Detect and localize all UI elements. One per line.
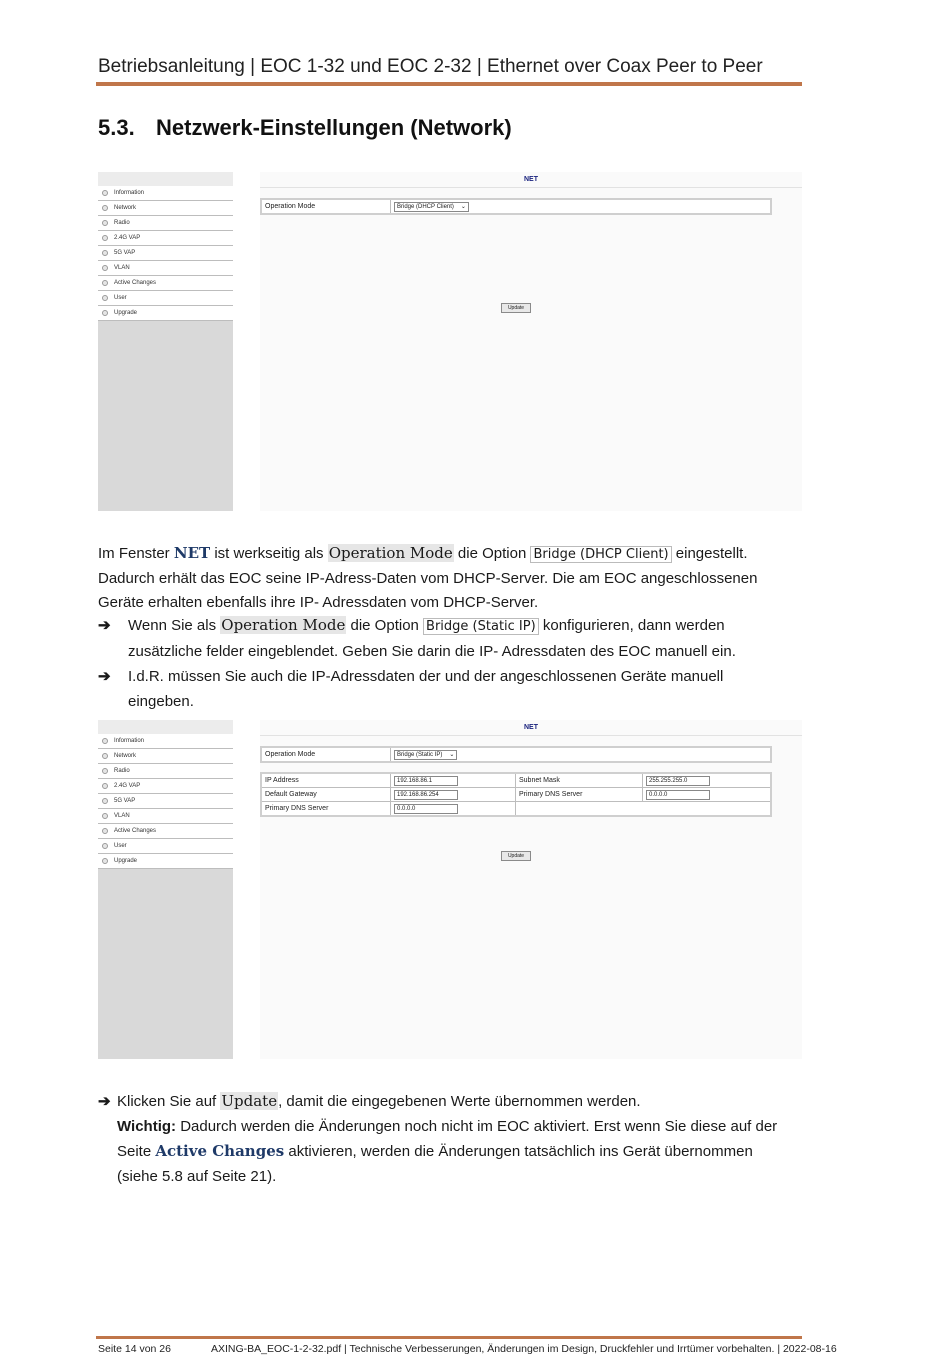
minus-circle-icon <box>102 235 108 241</box>
list-item: ➔ I.d.R. müssen Sie auch die IP-Adressdaten der und der angeschlossenen Geräte manuell eingeben. <box>98 664 788 714</box>
section-number: 5.3. <box>98 115 135 140</box>
operation-mode-table <box>260 198 772 215</box>
menu-item-24g-vap[interactable]: 2.4G VAP <box>98 231 233 246</box>
ip-address-label: IP Address <box>261 773 391 788</box>
minus-circle-icon <box>102 798 108 804</box>
operation-mode-table <box>260 746 772 763</box>
ip-settings-table <box>260 772 772 817</box>
minus-circle-icon <box>102 280 108 286</box>
net-content-area <box>260 172 802 511</box>
minus-circle-icon <box>102 220 108 226</box>
menu-item-radio[interactable]: Radio <box>98 764 233 779</box>
header-rule <box>96 82 802 86</box>
operation-mode-select[interactable]: Bridge (Static IP) ⌄ <box>394 750 457 760</box>
default-gateway-field[interactable]: 192.168.86.254 <box>394 790 458 800</box>
keyword-update: Update <box>221 1092 278 1110</box>
chevron-down-icon: ⌄ <box>460 203 466 210</box>
ip-address-field[interactable]: 192.168.86.1 <box>394 776 458 786</box>
minus-circle-icon <box>102 310 108 316</box>
minus-circle-icon <box>102 295 108 301</box>
intro-paragraph: Im Fenster NET ist werkseitig als Operation Mode die Option Bridge (DHCP Client) eingestellt. Dadurch erhält das EOC seine IP-Adress-Daten vom DHCP-Server. Die am EOC angeschlossenen Geräte erhalten ebenfalls ihre IP- Adressdaten vom DHCP-Server. <box>98 544 758 611</box>
menu-item-network[interactable]: Network <box>98 749 233 764</box>
chevron-down-icon: ⌄ <box>449 751 455 758</box>
menu-item-upgrade[interactable]: Upgrade <box>98 306 233 321</box>
minus-circle-icon <box>102 738 108 744</box>
screenshot-net-static <box>98 720 802 1059</box>
option-bridge-dhcp: Bridge (DHCP Client) <box>530 546 671 563</box>
net-title: NET <box>524 724 538 731</box>
menu-item-5g-vap[interactable]: 5G VAP <box>98 246 233 261</box>
menu-item-active-changes[interactable]: Active Changes <box>98 276 233 291</box>
menu-item-upgrade[interactable]: Upgrade <box>98 854 233 869</box>
minus-circle-icon <box>102 753 108 759</box>
footer-text: AXING-BA_EOC-1-2-32.pdf | Technische Verbesserungen, Änderungen im Design, Druckfehler und Irrtümer vorbehalten. | 2022-08-16 <box>211 1343 837 1355</box>
sidebar-menu <box>98 172 233 511</box>
footer-rule <box>96 1336 802 1339</box>
sidebar-menu <box>98 720 233 1059</box>
keyword-operation-mode: Operation Mode <box>221 616 346 634</box>
menu-item-vlan[interactable]: VLAN <box>98 809 233 824</box>
primary-dns-label-2: Primary DNS Server <box>261 802 391 817</box>
subnet-mask-label: Subnet Mask <box>516 773 643 788</box>
menu-item-24g-vap[interactable]: 2.4G VAP <box>98 779 233 794</box>
table-row <box>261 788 771 802</box>
update-instructions: ➔ Klicken Sie auf Update, damit die eingegebenen Werte übernommen werden. Wichtig: Dadurch werden die Änderungen noch nicht im EOC aktiviert. Erst wenn Sie diese auf der Seite Active Changes aktivieren, werden die Änderungen tatsächlich ins Gerät übernommen (siehe 5.8 auf Seite 21). <box>98 1089 788 1189</box>
update-button[interactable]: Update <box>501 851 531 861</box>
keyword-active-changes: Active Changes <box>155 1142 285 1160</box>
menu-item-active-changes[interactable]: Active Changes <box>98 824 233 839</box>
keyword-operation-mode: Operation Mode <box>328 544 453 562</box>
menu-item-information[interactable]: Information <box>98 186 233 201</box>
menu-item-information[interactable]: Information <box>98 734 233 749</box>
menu-item-network[interactable]: Network <box>98 201 233 216</box>
menu-item-user[interactable]: User <box>98 291 233 306</box>
net-title: NET <box>524 176 538 183</box>
arrow-right-icon: ➔ <box>98 617 111 634</box>
primary-dns-field-2[interactable]: 0.0.0.0 <box>394 804 458 814</box>
footer-page-number: Seite 14 von 26 <box>98 1343 171 1355</box>
list-item: ➔ Wenn Sie als Operation Mode die Option Bridge (Static IP) konfigurieren, dann werden zusätzliche felder eingeblendet. Geben Sie darin die IP- Adressdaten des EOC manuell ein. <box>98 613 788 664</box>
minus-circle-icon <box>102 250 108 256</box>
minus-circle-icon <box>102 768 108 774</box>
minus-circle-icon <box>102 205 108 211</box>
primary-dns-field[interactable]: 0.0.0.0 <box>646 790 710 800</box>
net-content-area <box>260 720 802 1059</box>
update-button[interactable]: Update <box>501 303 531 313</box>
minus-circle-icon <box>102 783 108 789</box>
operation-mode-label: Operation Mode <box>261 199 391 214</box>
minus-circle-icon <box>102 828 108 834</box>
subnet-mask-field[interactable]: 255.255.255.0 <box>646 776 710 786</box>
minus-circle-icon <box>102 813 108 819</box>
table-row <box>261 802 771 817</box>
minus-circle-icon <box>102 858 108 864</box>
menu-item-radio[interactable]: Radio <box>98 216 233 231</box>
wichtig-label: Wichtig: <box>117 1118 177 1135</box>
arrow-right-icon: ➔ <box>98 668 111 685</box>
section-title <box>98 115 512 141</box>
minus-circle-icon <box>102 190 108 196</box>
screenshot-net-dhcp <box>98 172 802 511</box>
menu-item-vlan[interactable]: VLAN <box>98 261 233 276</box>
document-header-title: Betriebsanleitung | EOC 1-32 und EOC 2-32 | Ethernet over Coax Peer to Peer <box>98 56 763 77</box>
menu-item-user[interactable]: User <box>98 839 233 854</box>
menu-item-5g-vap[interactable]: 5G VAP <box>98 794 233 809</box>
option-bridge-static: Bridge (Static IP) <box>423 618 539 635</box>
primary-dns-label: Primary DNS Server <box>516 788 643 802</box>
operation-mode-label: Operation Mode <box>261 747 391 762</box>
table-row <box>261 773 771 788</box>
keyword-net: NET <box>173 544 211 562</box>
operation-mode-select[interactable]: Bridge (DHCP Client) ⌄ <box>394 202 469 212</box>
section-heading: Netzwerk-Einstellungen (Network) <box>156 115 512 140</box>
default-gateway-label: Default Gateway <box>261 788 391 802</box>
arrow-right-icon: ➔ <box>98 1093 111 1110</box>
minus-circle-icon <box>102 843 108 849</box>
minus-circle-icon <box>102 265 108 271</box>
